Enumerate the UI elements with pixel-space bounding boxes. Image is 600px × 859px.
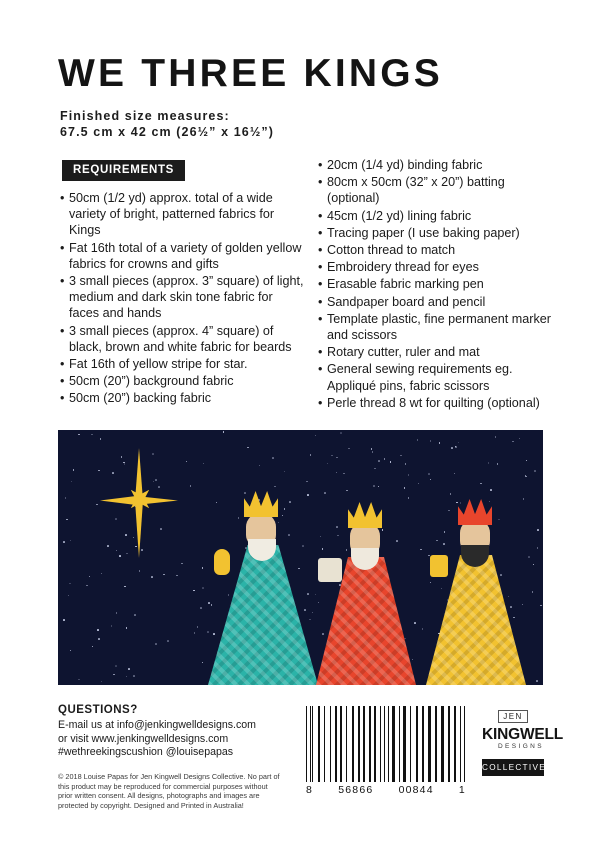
star-dot	[272, 457, 274, 459]
list-item: • 3 small pieces (approx. 3” square) of light, medium and dark skin tone fabric for faces and hands	[60, 274, 304, 321]
star-dot	[284, 471, 286, 473]
star-dot	[420, 549, 422, 551]
star-dot	[488, 462, 490, 464]
bullet-icon: •	[318, 225, 323, 240]
bullet-icon: •	[318, 395, 323, 410]
page-title: WE THREE KINGS	[58, 52, 443, 95]
star-dot	[202, 662, 204, 664]
star-dot	[78, 679, 80, 681]
star-dot	[202, 567, 204, 569]
star-dot	[480, 483, 482, 485]
bullet-icon: •	[318, 243, 323, 258]
star-dot	[113, 674, 115, 676]
star-dot	[495, 436, 497, 438]
list-item: • Sandpaper board and pencil	[318, 294, 486, 309]
star-dot	[126, 627, 128, 629]
star-dot	[155, 643, 157, 645]
star-dot	[115, 665, 117, 667]
bullet-icon: •	[318, 208, 323, 223]
king-figure-right	[426, 495, 526, 685]
star-dot	[439, 442, 441, 444]
list-item: • 3 small pieces (approx. 4” square) of black, brown and white fabric for beards	[60, 323, 292, 354]
star-dot	[100, 438, 102, 440]
list-item: • Erasable fabric marking pen	[318, 277, 484, 292]
star-dot	[384, 458, 386, 460]
star-dot	[134, 614, 136, 616]
list-item: • 50cm (20”) background fabric	[60, 374, 234, 389]
star-dot	[324, 492, 326, 494]
logo-collective-badge: COLLECTIVE	[482, 759, 544, 776]
king-figure-middle	[316, 500, 416, 685]
star-dot	[86, 585, 88, 587]
list-item: • 45cm (1/2 yd) lining fabric	[318, 208, 472, 223]
star-dot	[371, 448, 373, 450]
star-dot	[91, 434, 93, 436]
star-dot	[408, 497, 410, 499]
star-dot	[430, 440, 432, 442]
bullet-icon: •	[60, 191, 65, 205]
star-dot	[536, 680, 538, 682]
star-dot	[315, 435, 317, 437]
star-dot	[454, 473, 456, 475]
star-dot	[70, 540, 72, 542]
star-dot	[111, 625, 113, 627]
bullet-icon: •	[318, 345, 323, 360]
star-dot	[97, 629, 99, 631]
star-dot	[126, 676, 128, 678]
list-item: • Rotary cutter, ruler and mat	[318, 345, 480, 360]
star-dot	[378, 486, 380, 488]
star-dot	[400, 455, 402, 457]
list-item: • Fat 16th total of a variety of golden yellow fabrics for crowns and gifts	[60, 240, 302, 271]
star-dot	[490, 489, 492, 491]
star-dot	[331, 455, 333, 457]
star-dot	[537, 529, 539, 531]
list-item: • Cotton thread to match	[318, 243, 456, 258]
list-item: • 50cm (20”) backing fabric	[60, 391, 212, 406]
star-dot	[418, 483, 420, 485]
star-dot	[372, 451, 374, 453]
star-dot	[116, 612, 118, 614]
star-dot	[512, 441, 514, 443]
logo-designs-text: DESIGNS	[497, 743, 544, 750]
star-dot	[528, 556, 530, 558]
product-photo	[58, 430, 543, 685]
brand-logo	[482, 706, 564, 776]
requirements-heading: REQUIREMENTS	[62, 160, 185, 181]
contact-hashtag[interactable]: #wethreekingscushion @louisepapas	[58, 746, 234, 759]
star-dot	[519, 438, 521, 440]
finished-size	[60, 108, 274, 140]
star-dot	[247, 447, 249, 449]
star-dot	[89, 576, 91, 578]
bullet-icon: •	[60, 391, 65, 406]
star-dot	[348, 448, 350, 450]
star-dot	[428, 473, 430, 475]
barcode-bars	[306, 706, 466, 782]
requirements-right-column	[318, 157, 558, 412]
star-dot	[340, 432, 342, 434]
barcode-group-1: 56866	[338, 784, 374, 796]
barcode-digit-left: 8	[306, 784, 314, 796]
star-dot	[540, 605, 542, 607]
list-item: • Fat 16th of yellow stripe for star.	[60, 357, 248, 372]
contact-email[interactable]: E-mail us at info@jenkingwelldesigns.com	[58, 719, 256, 731]
star-dot	[203, 463, 205, 465]
star-dot	[202, 587, 204, 589]
star-dot	[181, 563, 183, 565]
star-dot	[98, 638, 100, 640]
star-icon	[100, 448, 178, 558]
logo-kingwell-text: KINGWELL	[482, 726, 564, 743]
star-dot	[124, 586, 126, 588]
bullet-icon: •	[318, 158, 323, 172]
star-dot	[451, 447, 453, 449]
star-dot	[68, 595, 70, 597]
barcode-digit-right: 1	[458, 784, 466, 796]
star-dot	[404, 487, 406, 489]
list-item: • Perle thread 8 wt for quilting (optional)	[318, 395, 540, 410]
star-dot	[343, 473, 345, 475]
bullet-icon: •	[318, 277, 323, 292]
star-dot	[63, 541, 65, 543]
list-item: • 20cm (1/4 yd) binding fabric	[318, 158, 483, 172]
barcode-group-2: 00844	[398, 784, 434, 796]
bullet-icon: •	[318, 311, 323, 326]
king-figure-left	[208, 485, 318, 685]
star-dot	[390, 461, 392, 463]
star-dot	[532, 591, 534, 593]
list-item: • Tracing paper (I use baking paper)	[318, 225, 520, 240]
star-dot	[374, 468, 376, 470]
bullet-icon: •	[318, 175, 323, 190]
star-dot	[430, 479, 432, 481]
star-dot	[176, 575, 178, 577]
star-dot	[70, 650, 72, 652]
star-dot	[128, 668, 130, 670]
bullet-icon: •	[60, 323, 65, 338]
list-item: • Embroidery thread for eyes	[318, 260, 479, 275]
copyright-notice: © 2018 Louise Papas for Jen Kingwell Designs Collective. No part of this product may be reproduced for commercial purposes without prior written consent. All designs, photographs and images are protected by copyright. Designed and Printed in Australia!	[58, 772, 280, 810]
star-dot	[537, 547, 539, 549]
star-dot	[526, 460, 528, 462]
star-dot	[96, 504, 98, 506]
star-dot	[73, 469, 75, 471]
star-dot	[194, 632, 196, 634]
star-dot	[66, 519, 68, 521]
star-dot	[167, 640, 169, 642]
star-dot	[92, 646, 94, 648]
star-dot	[163, 574, 165, 576]
barcode	[306, 706, 466, 794]
star-dot	[101, 681, 103, 683]
star-dot	[405, 463, 407, 465]
star-dot	[190, 485, 192, 487]
star-dot	[259, 465, 261, 467]
star-dot	[336, 472, 338, 474]
list-item: • General sewing requirements eg. Appliqué pins, fabric scissors	[318, 362, 513, 393]
questions-heading: QUESTIONS?	[58, 704, 138, 716]
star-dot	[133, 675, 135, 677]
star-dot	[373, 485, 375, 487]
star-dot	[306, 481, 308, 483]
star-dot	[458, 442, 460, 444]
list-item: • 80cm x 50cm (32” x 20”) batting (optional)	[318, 175, 505, 206]
star-dot	[101, 573, 103, 575]
bullet-icon: •	[318, 260, 323, 275]
finished-size-line-1: Finished size measures:	[60, 109, 230, 123]
star-dot	[186, 461, 188, 463]
star-dot	[422, 628, 424, 630]
star-dot	[197, 626, 199, 628]
star-dot	[71, 481, 73, 483]
bullet-icon: •	[60, 274, 65, 289]
star-dot	[497, 463, 499, 465]
finished-size-line-2: 67.5 cm x 42 cm (26½” x 16½”)	[60, 125, 274, 139]
star-dot	[417, 439, 419, 441]
star-dot	[200, 607, 202, 609]
star-dot	[223, 431, 225, 433]
list-item: • Template plastic, fine permanent marker and scissors	[318, 311, 551, 343]
star-dot	[78, 434, 80, 436]
barcode-number	[306, 784, 466, 796]
star-dot	[193, 590, 195, 592]
star-dot	[327, 463, 329, 465]
list-item: • 50cm (1/2 yd) approx. total of a wide variety of bright, patterned fabrics for Kings	[60, 191, 275, 238]
star-dot	[346, 490, 348, 492]
star-dot	[378, 460, 380, 462]
bullet-icon: •	[60, 357, 65, 372]
star-dot	[533, 564, 535, 566]
star-dot	[408, 474, 410, 476]
bullet-icon: •	[60, 240, 65, 255]
star-dot	[69, 583, 71, 585]
star-dot	[139, 570, 141, 572]
bullet-icon: •	[318, 294, 323, 309]
bullet-icon: •	[318, 362, 323, 377]
bullet-icon: •	[60, 374, 65, 389]
star-dot	[151, 576, 153, 578]
star-dot	[534, 470, 536, 472]
contact-website[interactable]: or visit www.jenkingwelldesigns.com	[58, 732, 229, 745]
star-dot	[65, 497, 67, 499]
questions-contact	[58, 719, 256, 760]
requirements-left-column	[60, 190, 305, 408]
star-dot	[63, 619, 65, 621]
star-dot	[310, 454, 312, 456]
logo-jen-text: JEN	[498, 710, 528, 723]
star-dot	[336, 457, 338, 459]
